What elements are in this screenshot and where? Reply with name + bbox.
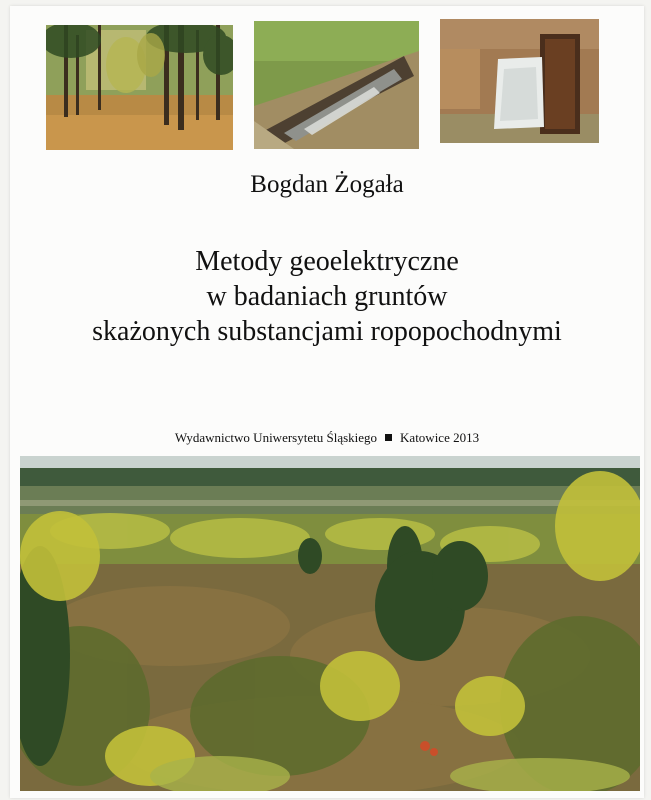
book-title bbox=[10, 244, 644, 349]
publisher-line bbox=[10, 430, 644, 446]
heathland-landscape-photo bbox=[20, 456, 640, 791]
book-cover bbox=[10, 6, 644, 798]
author-name: Bogdan Żogała bbox=[250, 171, 404, 198]
title-line-1: Metody geoelektryczne bbox=[195, 246, 459, 277]
excavation-pit-photo bbox=[440, 19, 599, 143]
trench-photo bbox=[254, 21, 419, 149]
publisher-name: Wydawnictwo Uniwersytetu Śląskiego bbox=[174, 430, 378, 445]
title-line-3: skażonych substancjami ropopochodnymi bbox=[92, 316, 562, 347]
square-separator-icon bbox=[385, 434, 392, 441]
forest-photo bbox=[46, 25, 233, 150]
title-line-2: w badaniach gruntów bbox=[206, 281, 448, 312]
place-year: Katowice 2013 bbox=[400, 430, 480, 445]
